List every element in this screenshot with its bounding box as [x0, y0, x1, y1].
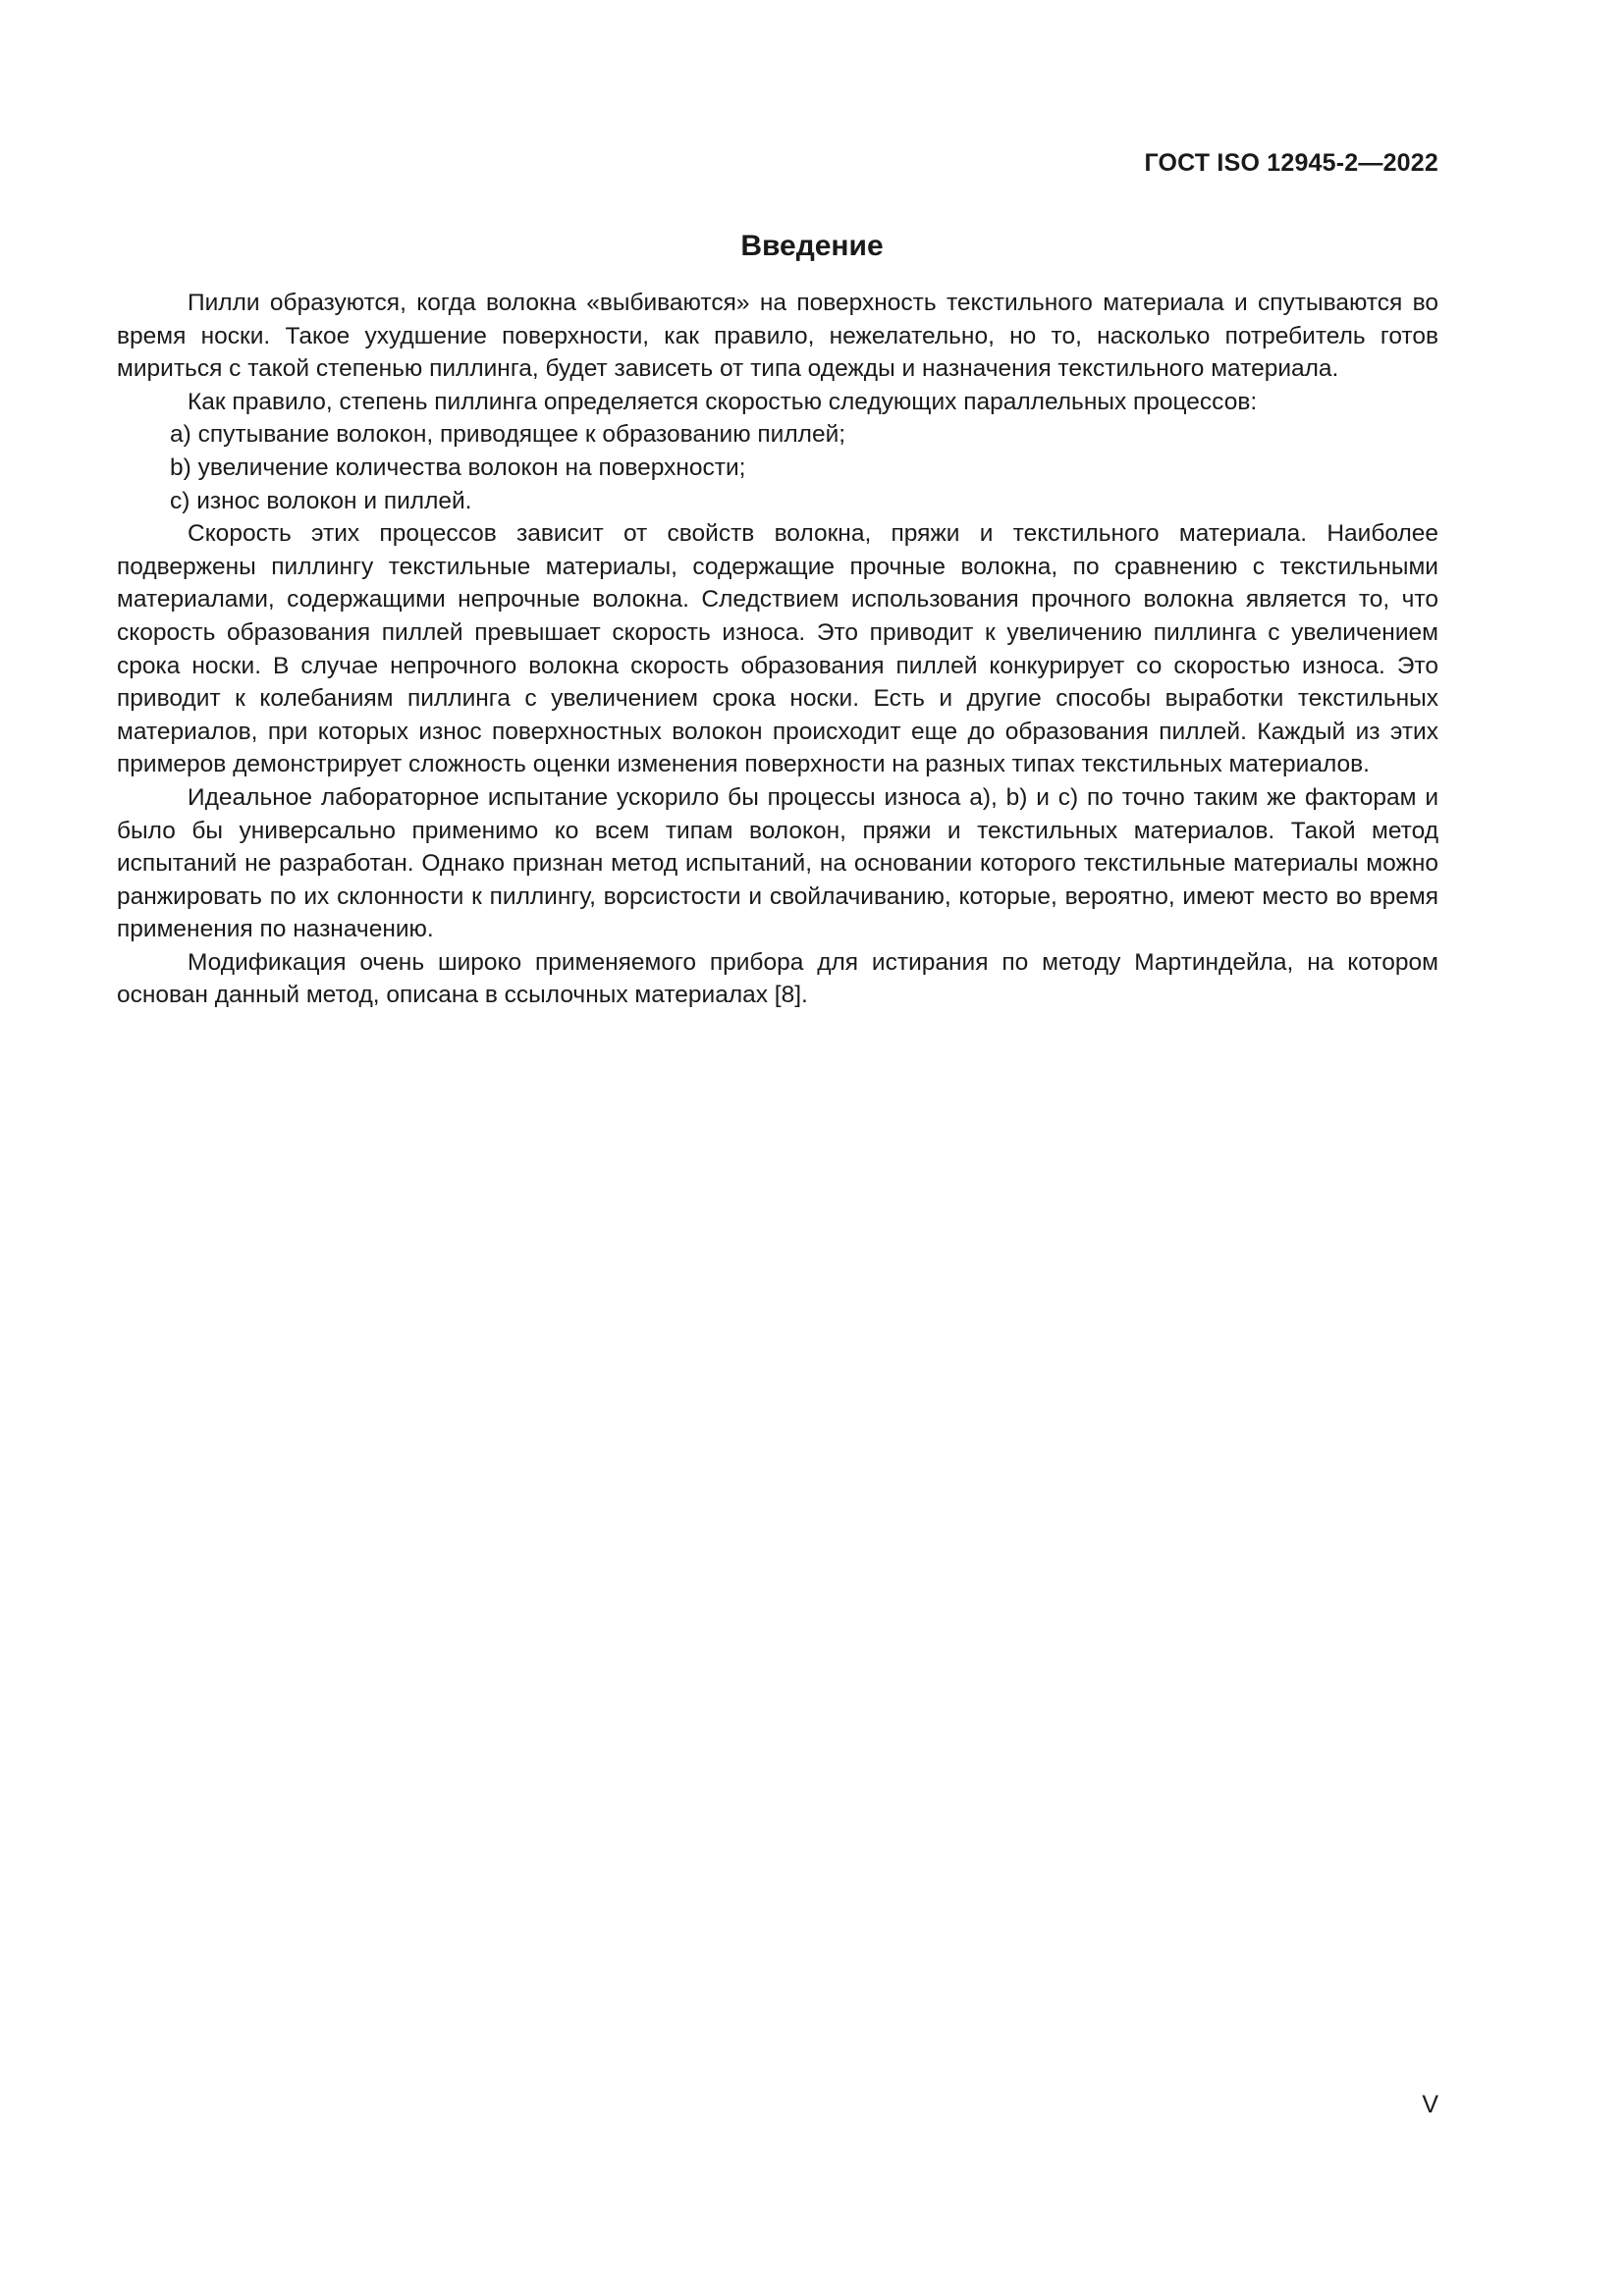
section-title: Введение	[740, 230, 884, 262]
document-id: ГОСТ ISO 12945-2—2022	[1144, 149, 1438, 177]
paragraph: Модификация очень широко применяемого прибора для истирания по методу Мартиндейла, на котором основан данный метод, описана в ссылочных материалах [8].	[117, 948, 1438, 1009]
list-item: c) износ волокон и пиллей.	[170, 487, 472, 514]
section-body	[117, 287, 1438, 1012]
page-number: V	[1422, 2091, 1438, 2118]
paragraph: Идеальное лабораторное испытание ускорило бы процессы износа a), b) и c) по точно таким же факторам и было бы универсально применимо ко всем типам волокон, пряжи и текстильных материалов. Такой метод испытаний не разработан. Однако признан метод испытаний, на основании которого текстильные материалы можно ранжировать по их склонности к пиллингу, ворсистости и свойлачиванию, которые, вероятно, имеют место во время применения по назначению.	[117, 783, 1438, 943]
paragraph: Как правило, степень пиллинга определяется скоростью следующих параллельных процессов:	[188, 388, 1258, 415]
list-item: a) спутывание волокон, приводящее к образованию пиллей;	[170, 421, 846, 449]
list-item: b) увеличение количества волокон на поверхности;	[170, 454, 746, 481]
paragraph: Пилли образуются, когда волокна «выбиваются» на поверхность текстильного материала и спутываются во время носки. Такое ухудшение поверхности, как правило, нежелательно, но то, насколько потребитель готов мириться с такой степенью пиллинга, будет зависеть от типа одежды и назначения текстильного материала.	[117, 290, 1438, 383]
paragraph: Скорость этих процессов зависит от свойств волокна, пряжи и текстильного материала. Наиболее подвержены пиллингу текстильные материалы, содержащие прочные волокна, по сравнению с текстильными материалами, содержащими непрочные волокна. Следствием использования прочного волокна является то, что скорость образования пиллей превышает скорость износа. Это приводит к увеличению пиллинга с увеличением срока носки. В случае непрочного волокна скорость образования пиллей конкурирует со скоростью износа. Это приводит к колебаниям пиллинга с увеличением срока носки. Есть и другие способы выработки текстильных материалов, при которых износ поверхностных волокон происходит еще до образования пиллей. Каждый из этих примеров демонстрирует сложность оценки изменения поверхности на разных типах текстильных материалов.	[117, 520, 1438, 778]
